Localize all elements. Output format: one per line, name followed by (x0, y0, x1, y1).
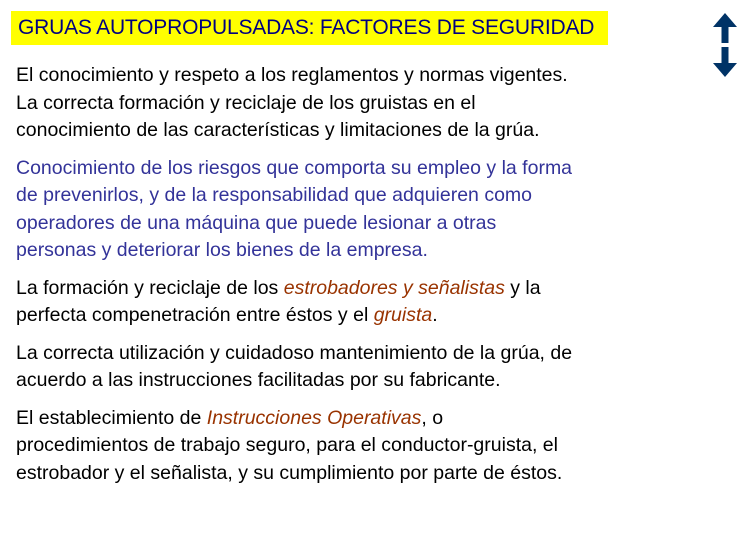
paragraph-training (16, 275, 728, 330)
paragraph-line: La correcta utilización y cuidadoso mantenimiento de la grúa, de (16, 341, 573, 364)
page-title: GRUAS AUTOPROPULSADAS: FACTORES DE SEGURIDAD (18, 16, 595, 39)
arrow-up-icon (712, 12, 738, 44)
paragraph-line: operadores de una máquina que puede lesionar a otras (16, 211, 497, 234)
paragraph-line: estrobador y el señalista, y su cumplimiento por parte de éstos. (16, 461, 563, 484)
paragraph-maintenance (16, 340, 728, 395)
emphasis-crane-operator: gruista (373, 304, 433, 326)
paragraph-line: procedimientos de trabajo seguro, para el conductor-gruista, el (16, 434, 558, 456)
paragraph-text: La formación y reciclaje de los (16, 276, 284, 299)
paragraph-text: y la (504, 276, 541, 299)
emphasis-slingers-signalers: estrobadores y señalistas (283, 276, 505, 299)
paragraph-line: personas y deteriorar los bienes de la empresa. (16, 239, 428, 261)
paragraph-line: de prevenirlos, y de la responsabilidad que adquieren como (16, 184, 532, 206)
paragraph-line: Conocimiento de los riesgos que comporta su empleo y la forma (16, 156, 573, 179)
title-bar (11, 11, 608, 45)
paragraph-instructions (16, 405, 728, 488)
paragraph-line: conocimiento de las características y limitaciones de la grúa. (16, 119, 540, 141)
paragraph-line: La correcta formación y reciclaje de los gruistas en el (16, 91, 476, 114)
previous-button[interactable] (712, 12, 738, 44)
paragraph-text: . (432, 304, 438, 326)
paragraph-regulations (16, 62, 728, 145)
content-body (16, 62, 728, 497)
emphasis-operating-instructions: Instrucciones Operativas (206, 406, 422, 429)
paragraph-text: El establecimiento de (16, 406, 207, 429)
paragraph-line: El conocimiento y respeto a los reglamentos y normas vigentes. (16, 64, 568, 86)
paragraph-text: , o (421, 406, 444, 429)
paragraph-text: perfecta compenetración entre éstos y el (16, 304, 374, 326)
paragraph-line: acuerdo a las instrucciones facilitadas por su fabricante. (16, 369, 501, 391)
paragraph-risks (16, 155, 728, 265)
